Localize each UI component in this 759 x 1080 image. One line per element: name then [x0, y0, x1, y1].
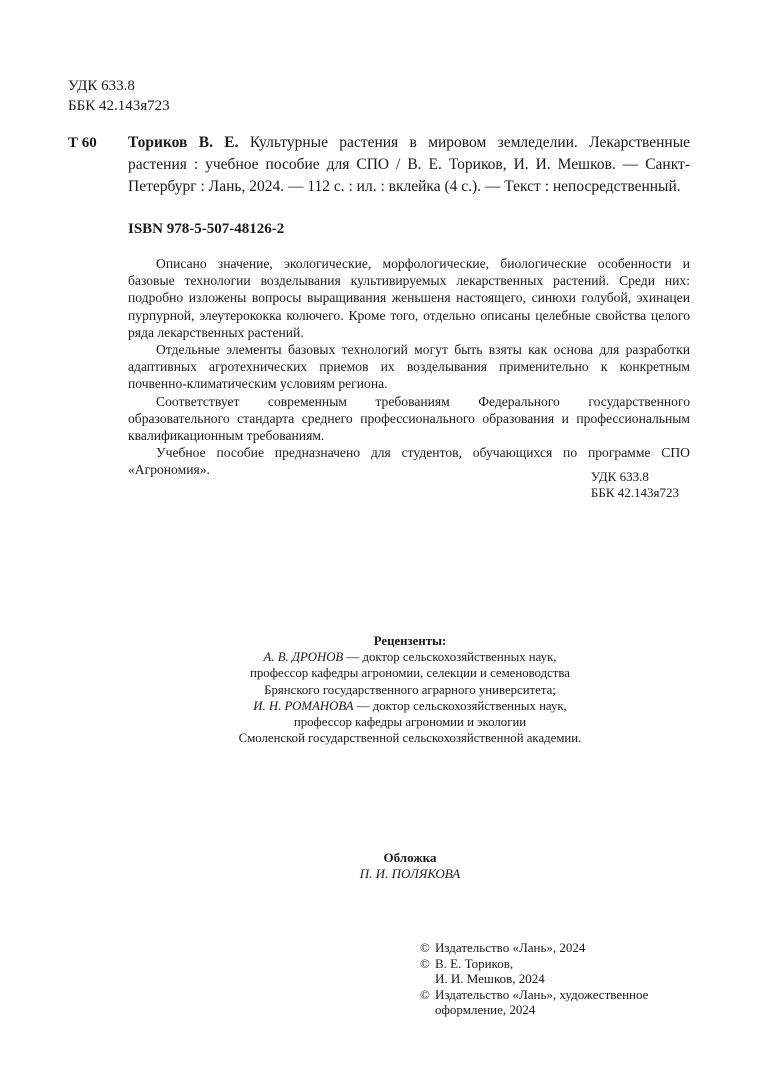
annotation-paragraph: Учебное пособие предназначено для студентов, обучающихся по программе СПО «Агрономия».: [128, 445, 690, 478]
copyright-text: Издательство «Лань», художественное: [435, 986, 649, 1002]
biblio-description: Культурные растения в мировом земледелии. Лекарственные растения : учебное пособие для СПО / В. Е. Ториков, И. И. Мешков. — Санкт-Петербург : Лань, 2024. — 112 с. : ил. : вклейка (4 с.). — Текст : непосредственный.: [128, 134, 690, 195]
classification-bottom: [591, 469, 679, 501]
copyright-symbol: ©: [420, 940, 430, 955]
copyright-text: В. Е. Ториков,: [435, 955, 514, 971]
isbn: ISBN 978-5-507-48126-2: [128, 221, 285, 237]
bbk-code-bottom: ББК 42.143я723: [590, 485, 679, 500]
reviewers-heading: Рецензенты:: [373, 634, 447, 648]
reviewer-2-position: профессор кафедры агрономии и экологии: [293, 715, 527, 730]
annotation-paragraph: Соответствует современным требованиям Федерального государственного образовательного стандарта среднего профессионального образования и профессиональным квалификационным требованиям.: [128, 393, 690, 444]
reviewer-2: [190, 698, 630, 714]
cover-heading: Обложка: [383, 850, 437, 865]
copyright-block: [420, 940, 680, 1018]
annotation-paragraph: Описано значение, экологические, морфологические, биологические особенности и базовые технологии возделывания культивируемых лекарственных растений. Среди них: подробно изложены вопросы выращивания женьшеня настоящего, синюхи голубой, эхинацеи пурпурной, элеутерококка колючего. Кроме того, отдельно описаны целебные свойства целого ряда лекарственных растений.: [128, 256, 690, 340]
cover-credit: [230, 850, 590, 882]
copyright-text: Издательство «Лань», 2024: [435, 940, 586, 955]
bbk-code: ББК 42.143я723: [68, 98, 170, 114]
reviewer-1: [190, 649, 630, 665]
reviewer-1-org: Брянского государственного аграрного университета;: [264, 682, 556, 697]
copyright-item: [420, 940, 680, 956]
reviewer-2-title: — доктор сельскохозяйственных наук,: [353, 698, 567, 713]
reviewer-2-name: И. Н. РОМАНОВА: [253, 698, 354, 713]
reviewer-1-position: профессор кафедры агрономии, селекции и семеноводства: [250, 666, 570, 681]
copyright-symbol: ©: [420, 986, 430, 1002]
udk-code: УДК 633.8: [68, 78, 135, 94]
annotation-paragraph: Отдельные элементы базовых технологий могут быть взяты как основа для разработки адаптивных агротехнических приемов их возделывания применительно к конкретным почвенно-климатическим условиям региона.: [128, 342, 690, 392]
bibliographic-record: [128, 132, 690, 198]
copyright-text: И. И. Мешков, 2024: [435, 971, 545, 986]
cover-designer: П. И. ПОЛЯКОВА: [359, 866, 461, 881]
reviewer-2-org: Смоленской государственной сельскохозяйственной академии.: [238, 731, 582, 746]
reviewers-block: [190, 633, 630, 746]
copyright-symbol: ©: [420, 955, 430, 971]
biblio-author: Ториков В. Е.: [128, 134, 239, 151]
copyright-text: оформление, 2024: [435, 1002, 536, 1017]
classification-top: [68, 76, 170, 116]
author-sign: Т 60: [68, 135, 97, 151]
udk-code-bottom: УДК 633.8: [590, 469, 649, 484]
copyright-item: [420, 987, 680, 1018]
reviewer-1-name: А. В. ДРОНОВ: [263, 650, 344, 665]
annotation: [128, 255, 690, 479]
copyright-item: [420, 956, 680, 987]
reviewer-1-title: — доктор сельскохозяйственных наук,: [343, 650, 557, 665]
